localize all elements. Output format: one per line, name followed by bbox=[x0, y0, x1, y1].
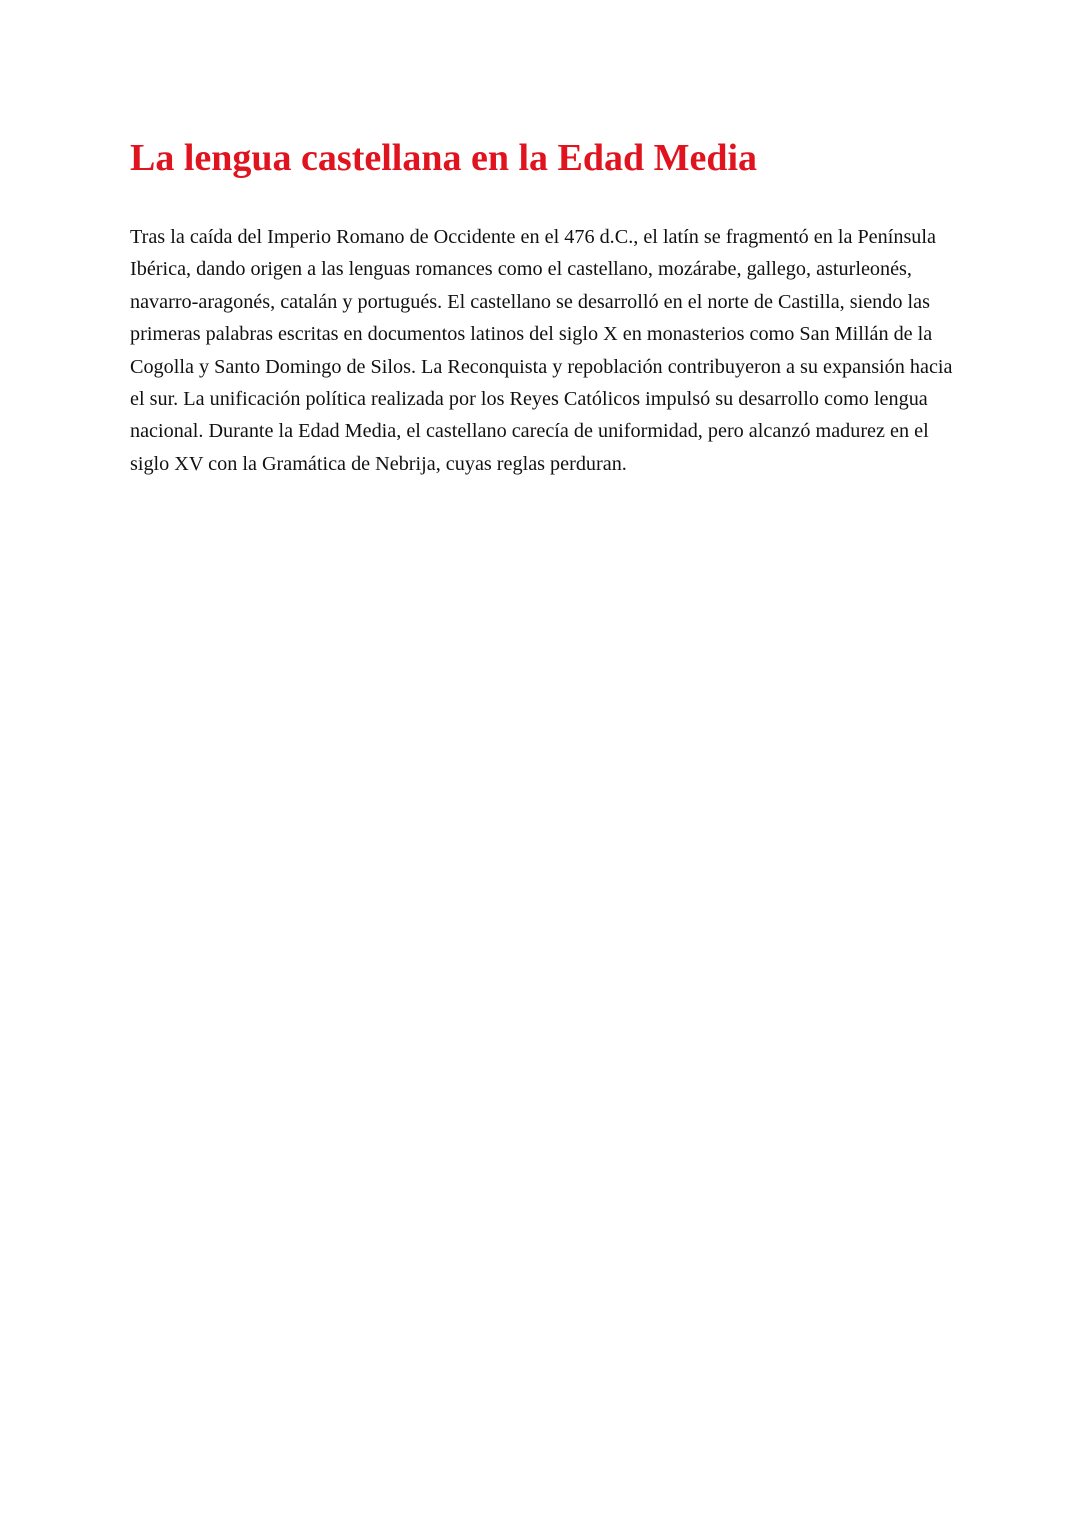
body-paragraph: Tras la caída del Imperio Romano de Occidente en el 476 d.C., el latín se fragmentó en la Península Ibérica, dando origen a las lenguas romances como el castellano, mozárabe, gallego, asturleonés, navarro-aragonés, catalán y portugués. El castellano se desarrolló en el norte de Castilla, siendo las primeras palabras escritas en documentos latinos del siglo X en monasterios como San Millán de la Cogolla y Santo Domingo de Silos. La Reconquista y repoblación contribuyeron a su expansión hacia el sur. La unificación política realizada por los Reyes Católicos impulsó su desarrollo como lengua nacional. Durante la Edad Media, el castellano carecía de uniformidad, pero alcanzó madurez en el siglo XV con la Gramática de Nebrija, cuyas reglas perduran. bbox=[130, 226, 953, 475]
page-title: La lengua castellana en la Edad Media bbox=[130, 137, 758, 179]
